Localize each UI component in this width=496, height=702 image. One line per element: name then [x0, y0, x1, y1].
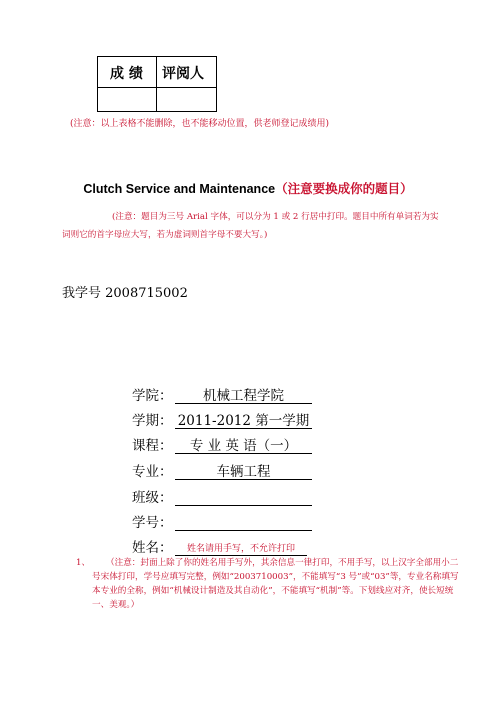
class-value	[175, 486, 312, 506]
course-value: 专 业 英 语（一）	[175, 434, 312, 454]
title-english: Clutch Service and Maintenance	[83, 182, 276, 196]
college-label: 学院：	[132, 388, 173, 404]
id-label: 学号：	[132, 515, 173, 531]
student-number-line: 我学号 2008715002	[62, 286, 188, 301]
table-note: (注意：以上表格不能删除，也不能移动位置，供老师登记成绩用)	[70, 119, 330, 129]
table-divider-vertical	[156, 57, 157, 111]
table-divider-horizontal	[98, 87, 216, 88]
score-table	[97, 56, 217, 112]
note-text	[92, 556, 462, 612]
score-label: 成 绩	[110, 66, 143, 82]
college-value: 机械工程学院	[175, 384, 312, 404]
reviewer-label: 评阅人	[162, 66, 204, 82]
course-label: 课程：	[132, 438, 173, 454]
paper-title	[0, 178, 496, 197]
title-note	[62, 208, 440, 244]
name-label: 姓名：	[132, 540, 173, 556]
title-chinese-note: （注意要换成你的题目）	[275, 181, 413, 196]
note-number: 1、	[76, 558, 91, 568]
term-label: 学期：	[132, 413, 173, 429]
note-text-body: （注意：封面上除了你的姓名用手写外，其余信息一律打印，不用手写，以上汉字全部用小二号宋体打印，学号应填写完整，例如“2003710003”，不能填写“3 号”或“03”等，专业名称填写本专业的全称，例如“机械设计制造及其自动化”，不能填写“机制”等。下划线应对齐，使长短统一、美观。）	[92, 558, 459, 610]
term-value: 2011-2012 第一学期	[175, 409, 312, 429]
id-value	[175, 511, 312, 531]
major-label: 专业：	[132, 464, 173, 480]
title-note-text: (注意：题目为三号 Arial 字体，可以分为 1 或 2 行居中打印。题目中所有单词若为实词则它的首字母应大写，若为虚词则首字母不要大写。)	[62, 212, 439, 240]
major-value: 车辆工程	[175, 460, 312, 480]
name-value: 姓名请用手写，不允许打印	[175, 536, 307, 556]
class-label: 班级：	[132, 490, 173, 506]
